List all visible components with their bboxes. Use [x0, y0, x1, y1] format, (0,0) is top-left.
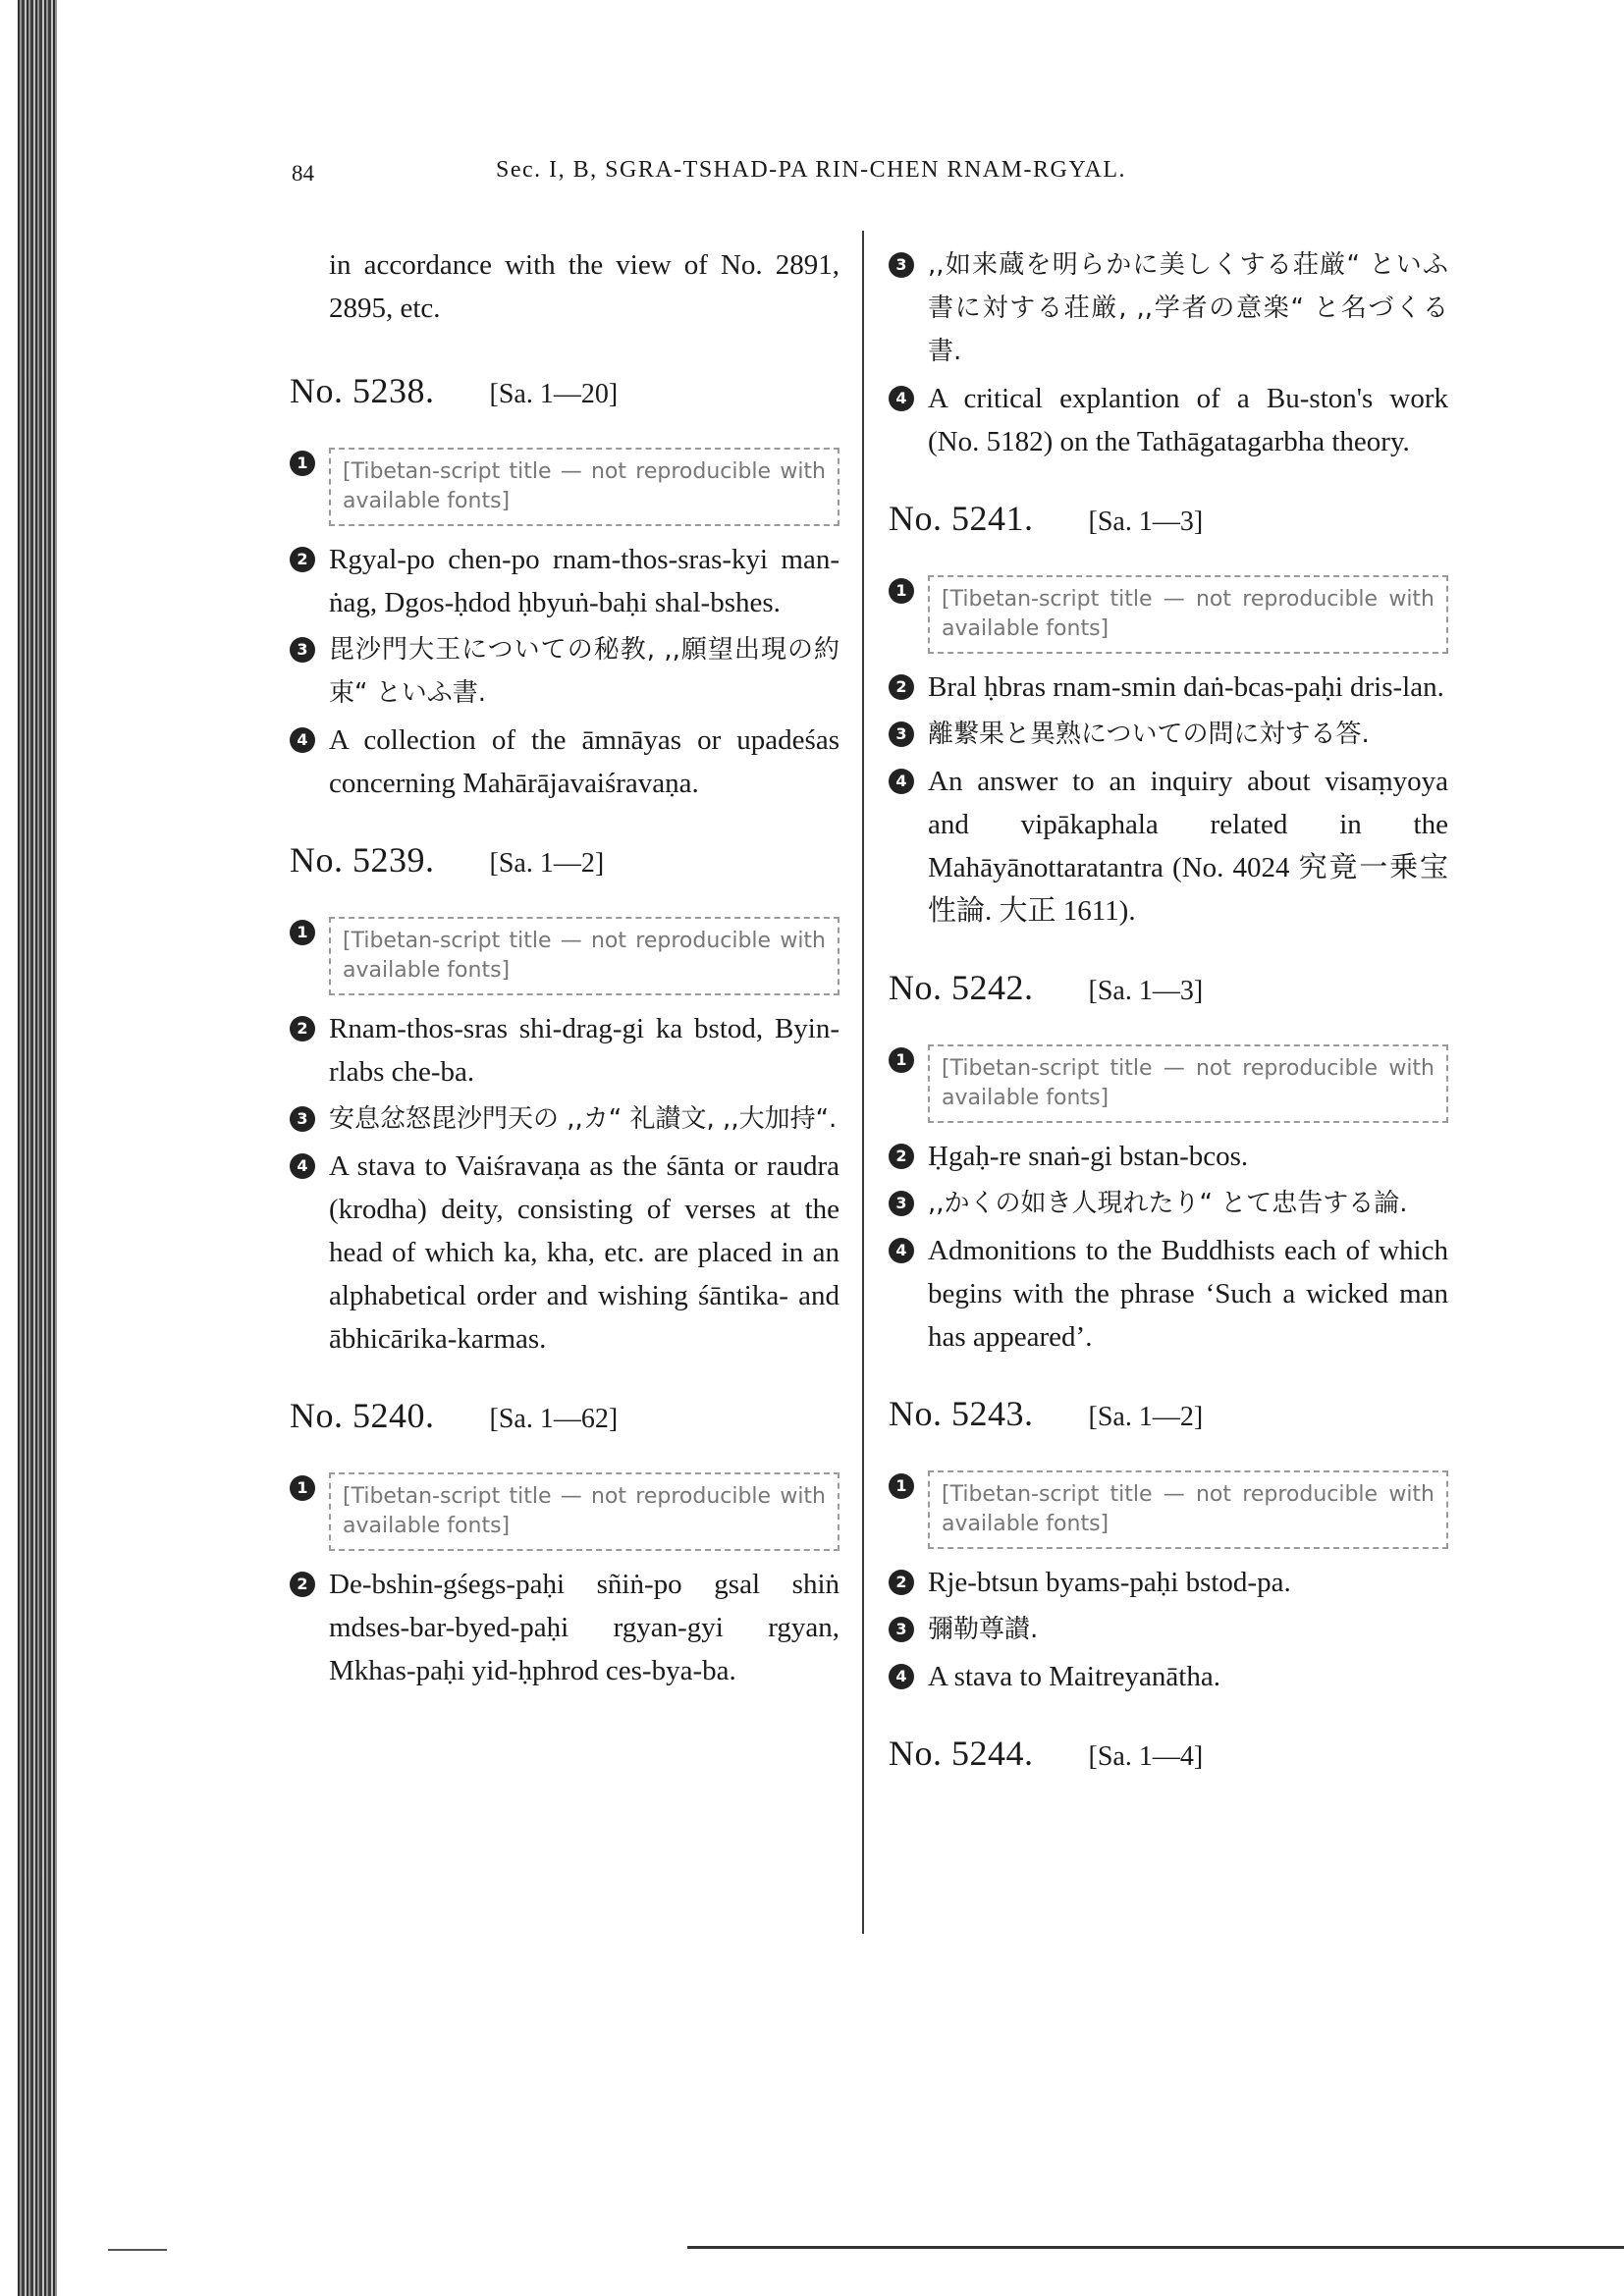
tibetan-placeholder: [Tibetan-script title — not reproducible with available fonts]	[928, 1044, 1448, 1123]
right-column	[889, 243, 1448, 1812]
circled-3-icon: 3	[889, 721, 914, 747]
circled-2-icon: 2	[889, 1570, 914, 1595]
tibetan-title	[290, 911, 839, 1003]
english-description	[889, 377, 1448, 463]
romanized-text: Bral ḥbras rnam-smin daṅ-bcas-paḥi dris-lan.	[928, 671, 1444, 703]
circled-1-icon: 1	[889, 1047, 914, 1073]
page-number: 84	[292, 161, 314, 186]
entry-reference: [Sa. 1—4]	[1088, 1741, 1204, 1772]
english-description	[889, 1229, 1448, 1359]
entry-5239	[290, 838, 839, 1361]
entry-5242	[889, 966, 1448, 1359]
romanized-title	[290, 538, 839, 624]
english-text: A stava to Vaiśravaṇa as the śānta or raudra (krodha) deity, consisting of verses at the head of which ka, kha, etc. are placed in an alphabetical order and wishing śāntika- and ābhicārika-karmas.	[329, 1150, 839, 1355]
circled-1-icon: 1	[290, 451, 315, 476]
entry-5241	[889, 497, 1448, 933]
japanese-title	[889, 1182, 1448, 1225]
entry-5243	[889, 1392, 1448, 1698]
romanized-text: Rgyal-po chen-po rnam-thos-sras-kyi man-ṅag, Dgos-ḥdod ḥbyuṅ-baḥi shal-bshes.	[329, 544, 839, 618]
entry-5244	[889, 1732, 1448, 1779]
japanese-title	[889, 713, 1448, 756]
circled-1-icon: 1	[889, 1473, 914, 1499]
english-description	[889, 1655, 1448, 1698]
entry-reference: [Sa. 1—2]	[489, 848, 605, 879]
circled-1-icon: 1	[290, 1475, 315, 1501]
column-divider	[862, 231, 864, 1934]
japanese-title	[889, 1608, 1448, 1651]
circled-4-icon: 4	[889, 1664, 914, 1689]
entry-number: No. 5238.	[290, 371, 435, 410]
tibetan-title	[889, 1039, 1448, 1131]
entry-reference: [Sa. 1—3]	[1088, 507, 1204, 537]
english-text: A collection of the āmnāyas or upadeśas concerning Mahārājavaiśravaṇa.	[329, 724, 839, 799]
entry-reference: [Sa. 1—2]	[1088, 1402, 1204, 1432]
japanese-text: ,,かくの如き人現れたり“ とて忠告する論.	[928, 1189, 1408, 1218]
english-description	[889, 760, 1448, 933]
romanized-title	[290, 1007, 839, 1094]
entry-heading	[889, 966, 1448, 1013]
entry-heading	[889, 1732, 1448, 1779]
tibetan-placeholder: [Tibetan-script title — not reproducible with available fonts]	[329, 917, 839, 995]
circled-4-icon: 4	[290, 1153, 315, 1179]
circled-4-icon: 4	[889, 1238, 914, 1263]
circled-3-icon: 3	[889, 1191, 914, 1216]
circled-3-icon: 3	[290, 637, 315, 663]
entry-heading	[889, 1392, 1448, 1439]
japanese-text: 安息忿怒毘沙門天の ,,カ“ 礼讃文, ,,大加持“.	[329, 1104, 838, 1134]
circled-3-icon: 3	[889, 1617, 914, 1642]
entry-reference: [Sa. 1—20]	[489, 379, 619, 409]
entry-number: No. 5239.	[290, 840, 435, 880]
tibetan-title	[889, 1465, 1448, 1557]
tibetan-placeholder: [Tibetan-script title — not reproducible with available fonts]	[329, 1472, 839, 1551]
entry-number: No. 5243.	[889, 1394, 1034, 1433]
english-text: A critical explantion of a Bu-ston's work (No. 5182) on the Tathāgatagarbha theory.	[928, 383, 1448, 457]
left-column	[290, 243, 839, 1726]
footer-rule	[687, 2246, 1624, 2249]
english-description	[290, 1145, 839, 1361]
continuation-text: in accordance with the view of No. 2891, 2895, etc.	[329, 249, 839, 324]
japanese-text: 彌勒尊讃.	[928, 1615, 1039, 1644]
romanized-text: Rnam-thos-sras shi-drag-gi ka bstod, Byin-rlabs che-ba.	[329, 1013, 839, 1088]
tibetan-title	[290, 442, 839, 534]
entry-heading	[290, 1394, 839, 1441]
entry-heading	[290, 838, 839, 885]
circled-4-icon: 4	[889, 386, 914, 411]
entry-reference: [Sa. 1—62]	[489, 1404, 619, 1434]
tibetan-title	[889, 569, 1448, 662]
tibetan-title	[290, 1467, 839, 1559]
romanized-text: De-bshin-gśegs-paḥi sñiṅ-po gsal shiṅ mdses-bar-byed-paḥi rgyan-gyi rgyan, Mkhas-paḥi yid-ḥphrod ces-bya-ba.	[329, 1569, 839, 1686]
entry-number: No. 5244.	[889, 1734, 1034, 1773]
running-title: Sec. I, B, SGRA-TSHAD-PA RIN-CHEN RNAM-RGYAL.	[496, 157, 1126, 183]
tibetan-placeholder: [Tibetan-script title — not reproducible with available fonts]	[928, 575, 1448, 654]
entry-5240	[290, 1394, 839, 1692]
japanese-title	[889, 243, 1448, 373]
circled-2-icon: 2	[290, 547, 315, 572]
circled-3-icon: 3	[889, 252, 914, 278]
binding-edge	[18, 0, 57, 2296]
circled-3-icon: 3	[290, 1106, 315, 1132]
japanese-text: 毘沙門大王についての秘教, ,,願望出現の約束“ といふ書.	[329, 635, 839, 708]
circled-4-icon: 4	[889, 769, 914, 794]
japanese-text: 離繋果と異熟についての問に対する答.	[928, 720, 1370, 749]
circled-2-icon: 2	[290, 1572, 315, 1597]
romanized-title	[889, 1135, 1448, 1178]
entry-number: No. 5241.	[889, 499, 1034, 538]
entry-number: No. 5242.	[889, 968, 1034, 1007]
romanized-text: Rje-btsun byams-paḥi bstod-pa.	[928, 1567, 1291, 1598]
english-text: An answer to an inquiry about visaṃyoya and vipākaphala related in the Mahāyānottaratantra (No. 4024 究竟一乗宝性論. 大正 1611).	[928, 766, 1448, 927]
japanese-text: ,,如来蔵を明らかに美しくする荘厳“ といふ書に対する荘厳, ,,学者の意楽“ と名づくる書.	[928, 250, 1448, 366]
entry-5240-continued	[889, 243, 1448, 463]
romanized-title	[889, 666, 1448, 709]
circled-4-icon: 4	[290, 727, 315, 753]
entry-heading	[889, 497, 1448, 544]
english-text: A stava to Maitreyanātha.	[928, 1661, 1220, 1692]
circled-1-icon: 1	[889, 578, 914, 604]
circled-2-icon: 2	[889, 1144, 914, 1169]
entry-heading	[290, 369, 839, 416]
romanized-text: Ḥgaḥ-re snaṅ-gi bstan-bcos.	[928, 1141, 1249, 1172]
romanized-title	[889, 1561, 1448, 1604]
footer-rule-left	[108, 2249, 167, 2251]
circled-1-icon: 1	[290, 920, 315, 945]
entry-number: No. 5240.	[290, 1396, 435, 1435]
japanese-title	[290, 628, 839, 715]
english-text: Admonitions to the Buddhists each of which begins with the phrase ‘Such a wicked man has appeared’.	[928, 1235, 1448, 1353]
english-description	[290, 719, 839, 805]
tibetan-placeholder: [Tibetan-script title — not reproducible with available fonts]	[329, 448, 839, 526]
circled-2-icon: 2	[290, 1016, 315, 1041]
entry-5238	[290, 369, 839, 805]
tibetan-placeholder: [Tibetan-script title — not reproducible with available fonts]	[928, 1470, 1448, 1549]
circled-2-icon: 2	[889, 674, 914, 700]
japanese-title	[290, 1097, 839, 1141]
entry-reference: [Sa. 1—3]	[1088, 976, 1204, 1006]
romanized-title	[290, 1563, 839, 1692]
